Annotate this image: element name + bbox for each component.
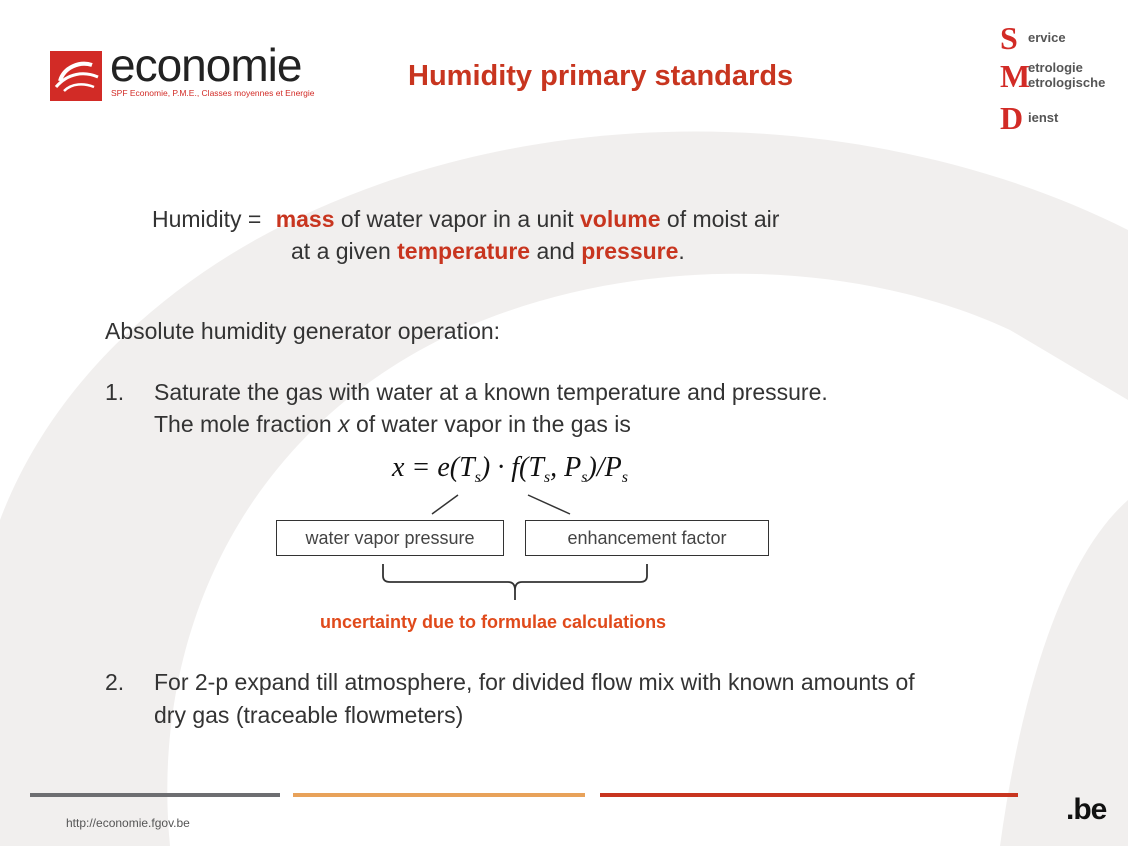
smd-text: ervice	[1028, 29, 1066, 45]
definition-line2	[291, 238, 685, 265]
step1-line1: Saturate the gas with water at a known temperature and pressure.	[154, 379, 828, 405]
variable-x: x	[338, 411, 350, 437]
highlight-temperature: temperature	[397, 238, 531, 264]
enhancement-factor-box: enhancement factor	[525, 520, 769, 556]
step2-line2: dry gas (traceable flowmeters)	[154, 702, 464, 728]
logo-subtitle: SPF Economie, P.M.E., Classes moyennes et Energie	[111, 88, 315, 98]
smd-text: ienst	[1028, 109, 1059, 125]
operation-heading: Absolute humidity generator operation:	[105, 318, 501, 344]
footer-bar-gray	[30, 793, 280, 797]
water-vapor-pressure-box: water vapor pressure	[276, 520, 504, 556]
page-title: Humidity primary standards	[408, 60, 794, 92]
logo-e-icon	[50, 51, 102, 101]
definition-prefix: Humidity =	[152, 206, 268, 232]
step1-text: The mole fraction	[154, 411, 339, 437]
curly-brace	[370, 562, 660, 604]
formula-connector-lines	[420, 490, 580, 520]
step2-line1: For 2-p expand till atmosphere, for divided flow mix with known amounts of	[154, 669, 915, 695]
definition-text: at a given	[291, 238, 398, 264]
smd-letter: S	[1000, 20, 1018, 56]
smd-row-d	[1000, 102, 1058, 134]
smd-row-m	[1000, 60, 1105, 92]
economie-logo-mark	[50, 51, 102, 101]
smd-row-s	[1000, 22, 1066, 54]
mole-fraction-formula: $x = e(T_s) \cdot f(T_s$, $P_s)/P_s$	[392, 452, 628, 486]
highlight-mass: mass	[275, 206, 335, 232]
footer-bar-orange	[293, 793, 585, 797]
smd-letter: M	[1000, 58, 1031, 94]
step1-text: of water vapor in the gas is	[349, 411, 631, 437]
highlight-volume: volume	[579, 206, 661, 232]
definition-text: of moist air	[660, 206, 780, 232]
smd-text-line1: etrologie	[1028, 60, 1083, 76]
definition-text: .	[678, 238, 685, 264]
smd-letter: D	[1000, 100, 1024, 136]
smd-text	[1028, 61, 1105, 91]
be-logo: .be	[1066, 793, 1107, 826]
definition-line1	[152, 206, 779, 233]
highlight-pressure: pressure	[581, 238, 679, 264]
definition-text: and	[530, 238, 582, 264]
step1-line2	[154, 411, 631, 438]
smd-text-line2: etrologische	[1028, 75, 1106, 90]
logo-word: economie	[110, 39, 302, 91]
footer-bar-red	[600, 793, 1018, 797]
footer-url-link[interactable]: http://economie.fgov.be	[66, 816, 190, 830]
step1-number: 1.	[105, 379, 125, 405]
definition-text: of water vapor in a unit	[334, 206, 580, 232]
step2-number: 2.	[105, 669, 125, 695]
uncertainty-note: uncertainty due to formulae calculations	[320, 612, 667, 632]
